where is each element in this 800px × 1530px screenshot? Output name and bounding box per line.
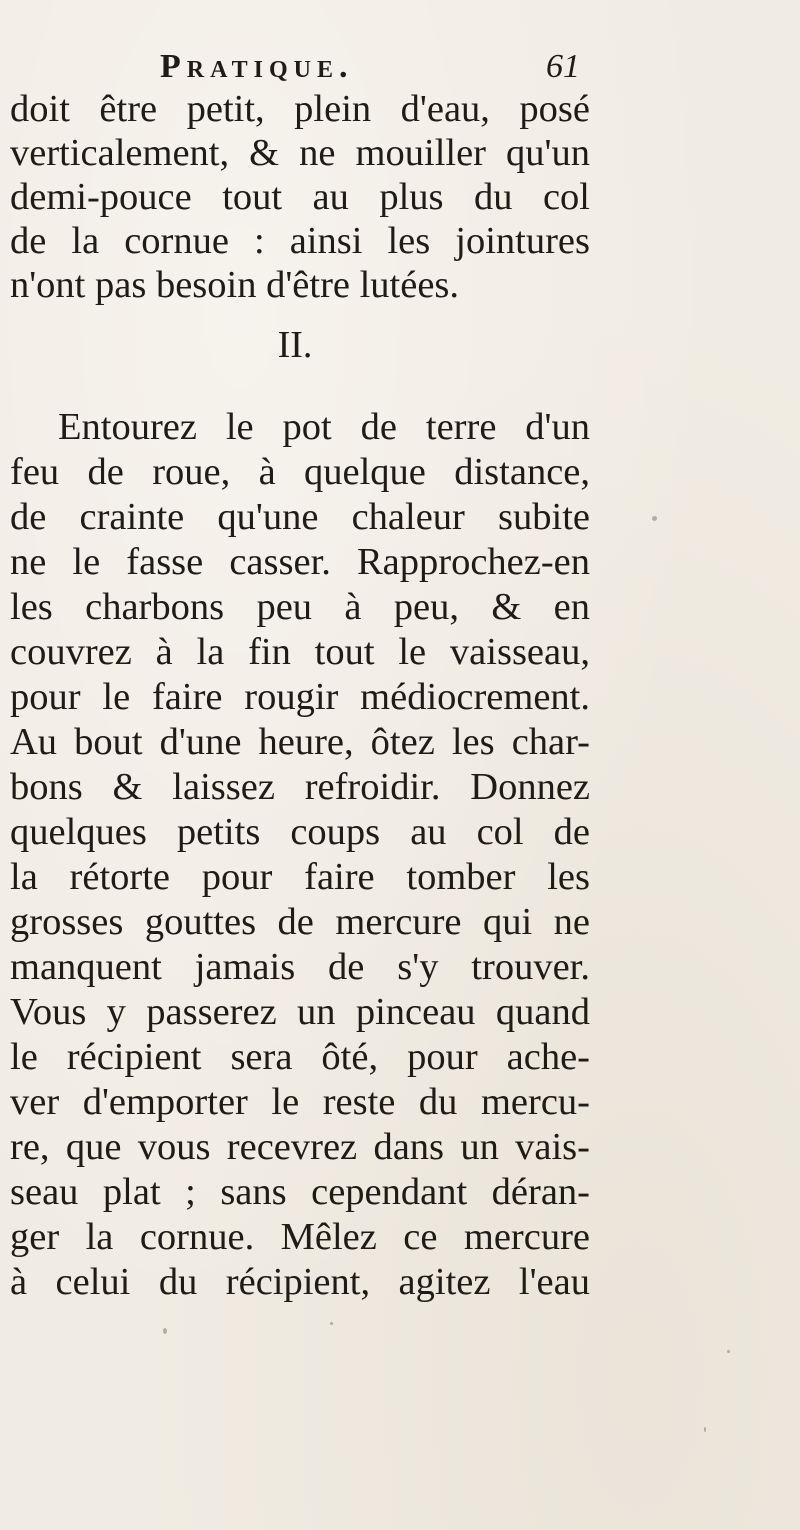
text-line: la rétorte pour faire tomber les <box>10 856 590 898</box>
text-line: seau plat ; sans cependant déran- <box>10 1171 590 1213</box>
text-line: de la cornue : ainsi les jointures <box>10 220 590 262</box>
text-line: demi-pouce tout au plus du col <box>10 176 590 218</box>
running-head: Pratique. <box>160 48 354 85</box>
text-line: Au bout d'une heure, ôtez les char- <box>10 721 590 763</box>
page-number: 61 <box>546 48 580 85</box>
text-line: re, que vous recevrez dans un vais- <box>10 1126 590 1168</box>
text-line: grosses gouttes de mercure qui ne <box>10 901 590 943</box>
text-line: ver d'emporter le reste du mercu- <box>10 1081 590 1123</box>
text-line: à celui du récipient, agitez l'eau <box>10 1261 590 1303</box>
text-line: quelques petits coups au col de <box>10 811 590 853</box>
paper-speck <box>652 516 657 521</box>
text-line: feu de roue, à quelque distance, <box>10 451 590 493</box>
text-line: doit être petit, plein d'eau, posé <box>10 88 590 130</box>
text-line: pour le faire rougir médiocrement. <box>10 676 590 718</box>
text-line: ger la cornue. Mêlez ce mercure <box>10 1216 590 1258</box>
paper-speck <box>330 1322 333 1325</box>
text-line: verticalement, & ne mouiller qu'un <box>10 132 590 174</box>
text-line: Entourez le pot de terre d'un <box>58 406 590 448</box>
text-line: les charbons peu à peu, & en <box>10 586 590 628</box>
text-line: couvrez à la fin tout le vaisseau, <box>10 631 590 673</box>
text-line: le récipient sera ôté, pour ache- <box>10 1036 590 1078</box>
text-line: manquent jamais de s'y trouver. <box>10 946 590 988</box>
text-line: ne le fasse casser. Rapprochez-en <box>10 541 590 583</box>
paper-speck <box>704 1427 706 1432</box>
paper-speck <box>163 1328 167 1334</box>
text-line: de crainte qu'une chaleur subite <box>10 496 590 538</box>
page-header <box>160 48 580 92</box>
text-line: bons & laissez refroidir. Donnez <box>10 766 590 808</box>
text-line: n'ont pas besoin d'être lutées. <box>10 264 460 306</box>
paper-speck <box>727 1350 730 1353</box>
section-heading: II. <box>277 324 313 366</box>
text-line: Vous y passerez un pinceau quand <box>10 991 590 1033</box>
